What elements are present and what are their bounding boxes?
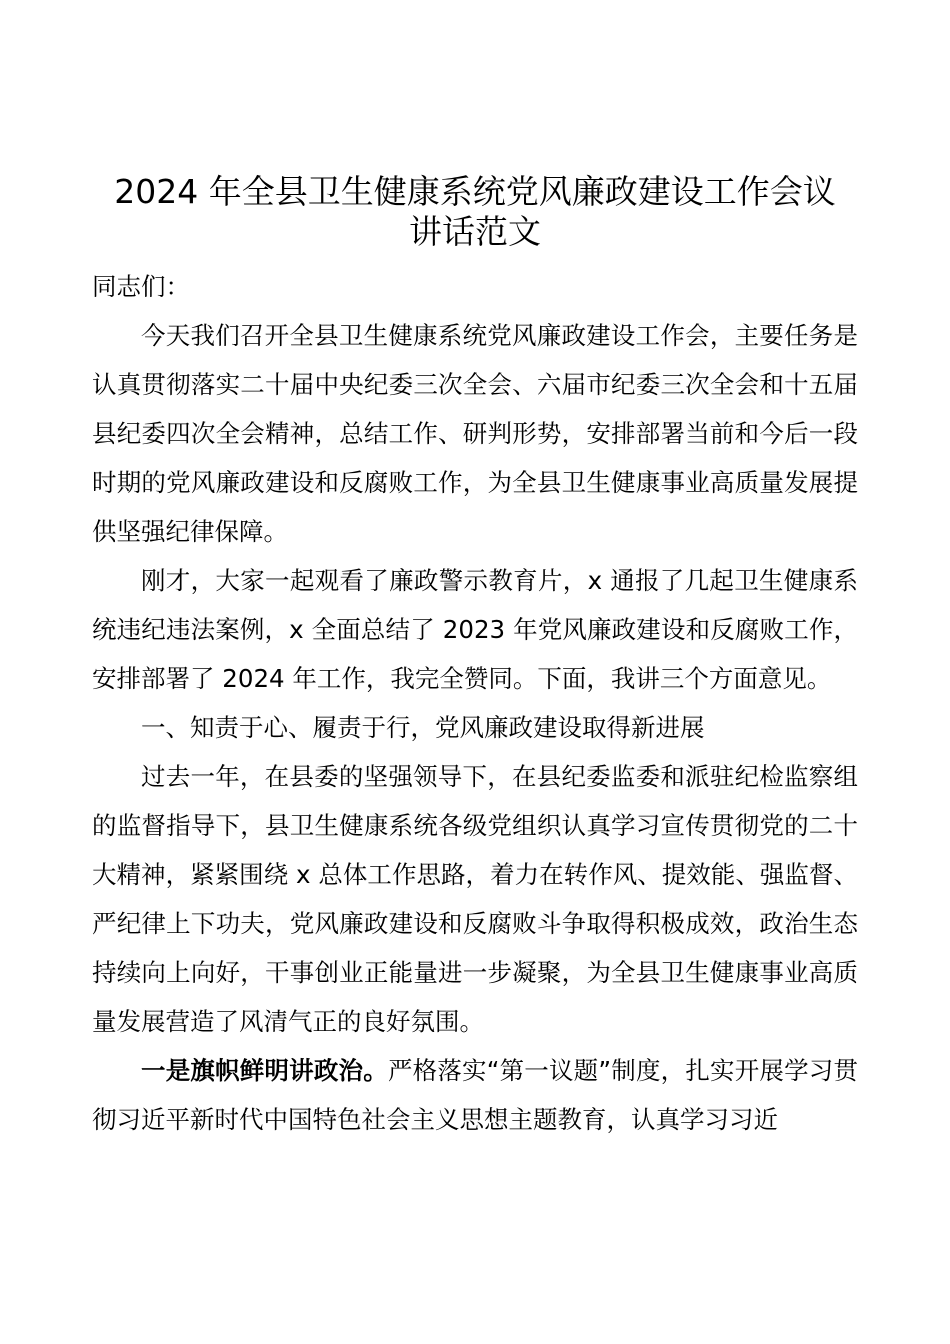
point-1-lead: 一是旗帜鲜明讲政治。 [141,1056,388,1085]
salutation: 同志们： [92,272,190,301]
document-page [92,172,858,1144]
paragraph-point-1 [92,1046,858,1144]
paragraph-review: 刚才，大家一起观看了廉政警示教育片，x 通报了几起卫生健康系统违纪违法案例，x 全面总结了 2023 年党风廉政建设和反腐败工作，安排部署了 2024 年工作，我完全赞同。下面，我讲三个方面意见。 [92,566,858,693]
title-line-1: 2024 年全县卫生健康系统党风廉政建设工作会议 [114,172,836,211]
point-1-text: 严格落实“第一议题”制度，扎实开展学习贯彻习近平新时代中国特色社会主义思想主题教育，认真学习习近 [92,1056,858,1134]
document-title [92,172,858,252]
title-line-2: 讲话范文 [409,212,541,251]
paragraph-opening: 今天我们召开全县卫生健康系统党风廉政建设工作会，主要任务是认真贯彻落实二十届中央纪委三次全会、六届市纪委三次全会和十五届县纪委四次全会精神，总结工作、研判形势，安排部署当前和今后一段时期的党风廉政建设和反腐败工作，为全县卫生健康事业高质量发展提供坚强纪律保障。 [92,321,858,546]
section-heading-1: 一、知责于心、履责于行，党风廉政建设取得新进展 [141,713,705,742]
paragraph-section-1: 过去一年，在县委的坚强领导下，在县纪委监委和派驻纪检监察组的监督指导下，县卫生健康系统各级党组织认真学习宣传贯彻党的二十大精神，紧紧围绕 x 总体工作思路，着力在转作风、提效能、强监督、严纪律上下功夫，党风廉政建设和反腐败斗争取得积极成效，政治生态持续向上向好，干事创业正能量进一步凝聚，为全县卫生健康事业高质量发展营造了风清气正的良好氛围。 [92,762,858,1036]
